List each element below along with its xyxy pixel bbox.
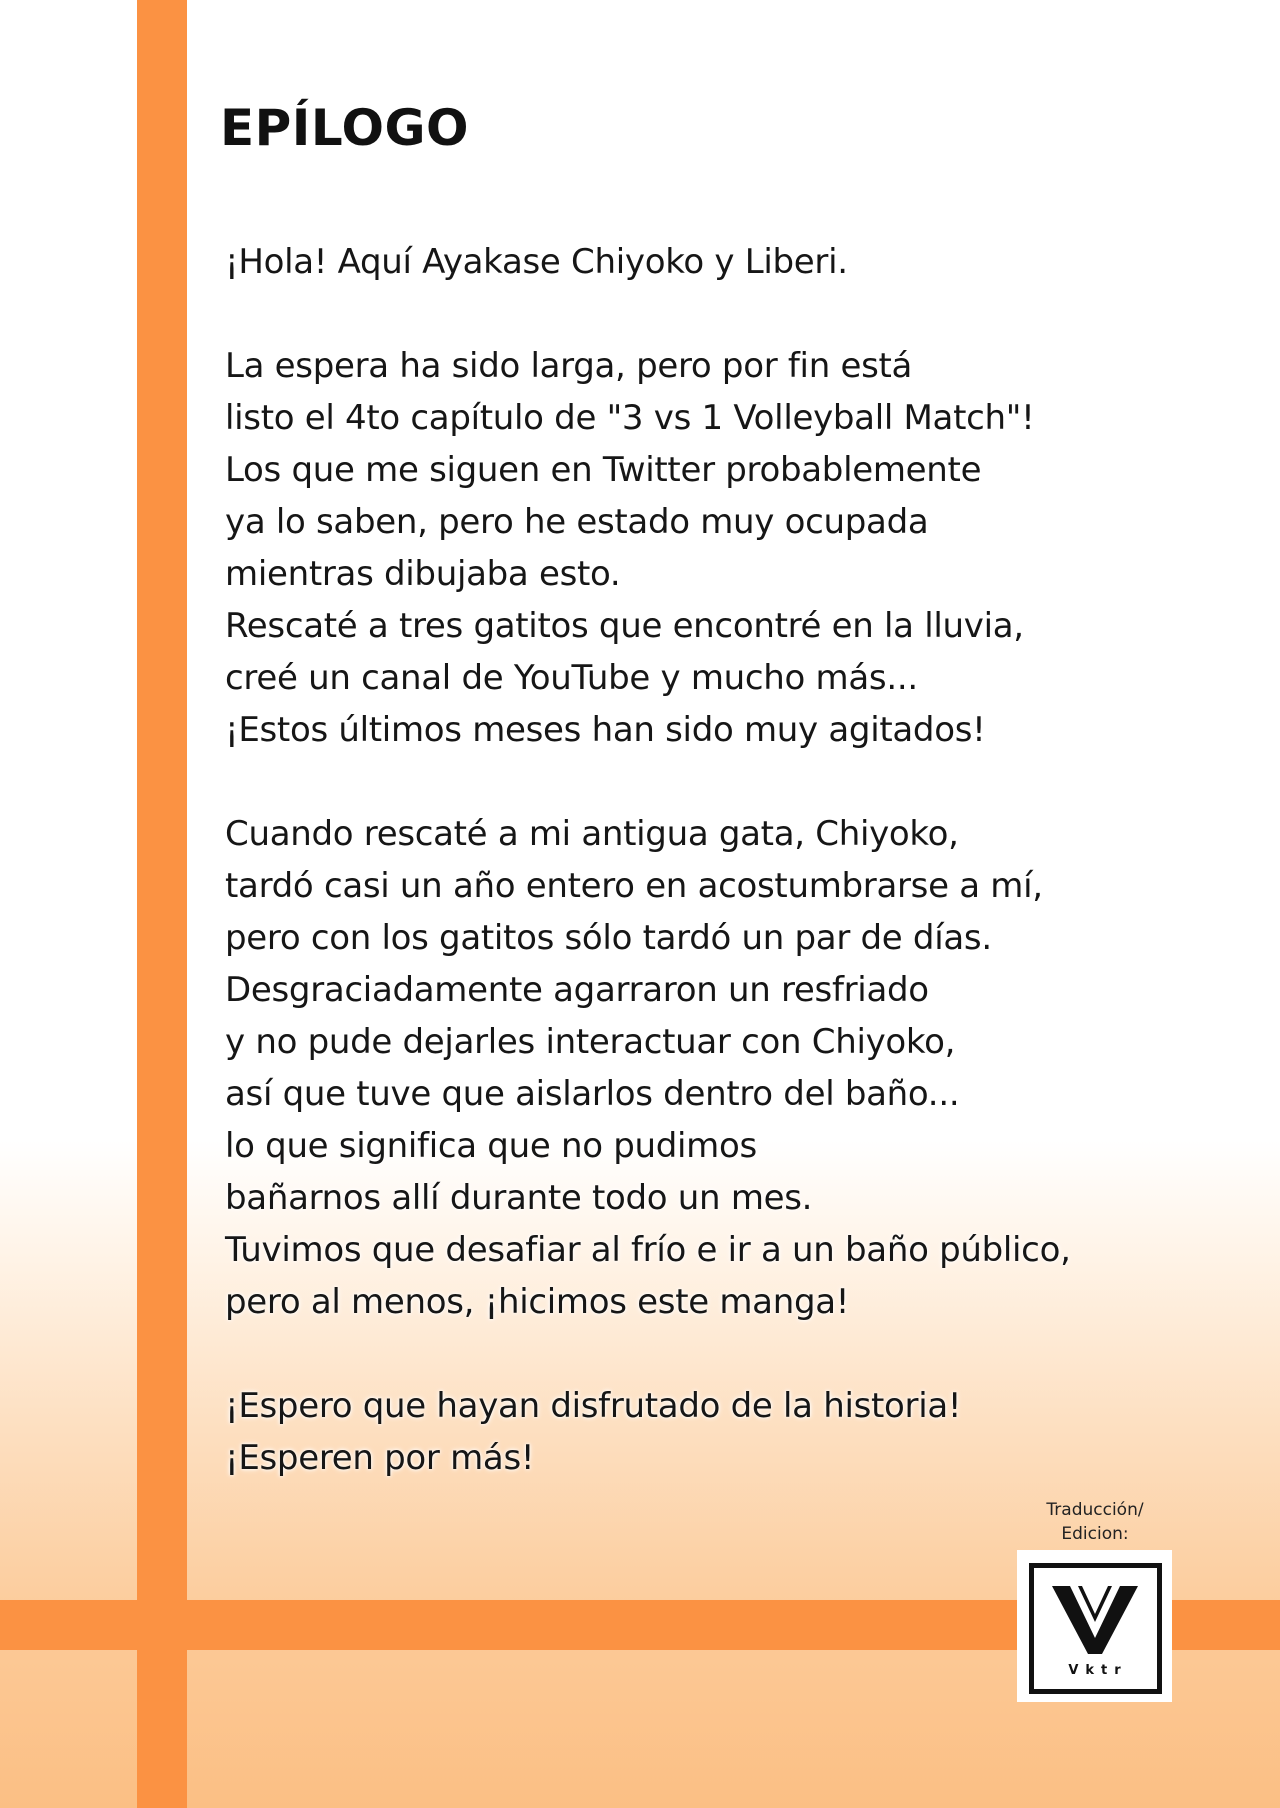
decorative-vertical-stripe bbox=[137, 0, 187, 1808]
paragraph-news bbox=[225, 340, 1225, 756]
text-line: Rescaté a tres gatitos que encontré en la lluvia, bbox=[225, 606, 1024, 646]
text-line: tardó casi un año entero en acostumbrarse a mí, bbox=[225, 866, 1043, 906]
paragraph-closing bbox=[225, 1380, 1225, 1484]
paragraph-gap bbox=[225, 1328, 1225, 1380]
text-line: Cuando rescaté a mi antigua gata, Chiyoko, bbox=[225, 814, 959, 854]
text-line: mientras dibujaba esto. bbox=[225, 554, 621, 594]
paragraph-gap bbox=[225, 756, 1225, 808]
text-line: ¡Estos últimos meses han sido muy agitados! bbox=[225, 710, 986, 750]
text-line: lo que significa que no pudimos bbox=[225, 1126, 757, 1166]
logo-wordmark: Vktr bbox=[1068, 1663, 1128, 1678]
logo-frame bbox=[1029, 1563, 1162, 1694]
text-line: así que tuve que aislarlos dentro del baño... bbox=[225, 1074, 960, 1114]
text-line: listo el 4to capítulo de "3 vs 1 Volleyball Match"! bbox=[225, 398, 1035, 438]
vktr-v-logo-icon bbox=[1048, 1580, 1143, 1658]
text-line: Tuvimos que desafiar al frío e ir a un baño público, bbox=[225, 1230, 1071, 1270]
credit-label-line1: Traducción/ bbox=[1046, 1500, 1144, 1520]
vktr-logo bbox=[1017, 1550, 1172, 1702]
text-line: pero con los gatitos sólo tardó un par de días. bbox=[225, 918, 992, 958]
text-line: Los que me siguen en Twitter probablemente bbox=[225, 450, 982, 490]
epilogue-body bbox=[225, 236, 1225, 1484]
text-line: ya lo saben, pero he estado muy ocupada bbox=[225, 502, 929, 542]
text-line: y no pude dejarles interactuar con Chiyoko, bbox=[225, 1022, 956, 1062]
paragraph-kittens bbox=[225, 808, 1225, 1328]
text-line: ¡Esperen por más! bbox=[225, 1438, 535, 1478]
text-line: ¡Hola! Aquí Ayakase Chiyoko y Liberi. bbox=[225, 242, 848, 282]
translation-credit bbox=[1020, 1498, 1170, 1546]
text-line: ¡Espero que hayan disfrutado de la historia! bbox=[225, 1386, 962, 1426]
text-line: Desgraciadamente agarraron un resfriado bbox=[225, 970, 929, 1010]
text-line: bañarnos allí durante todo un mes. bbox=[225, 1178, 813, 1218]
text-line: pero al menos, ¡hicimos este manga! bbox=[225, 1282, 850, 1322]
page-title: EPÍLOGO bbox=[220, 99, 470, 157]
paragraph-greeting bbox=[225, 236, 1225, 288]
text-line: La espera ha sido larga, pero por fin está bbox=[225, 346, 913, 386]
credit-label-line2: Edicion: bbox=[1061, 1524, 1129, 1544]
paragraph-gap bbox=[225, 288, 1225, 340]
text-line: creé un canal de YouTube y mucho más... bbox=[225, 658, 918, 698]
